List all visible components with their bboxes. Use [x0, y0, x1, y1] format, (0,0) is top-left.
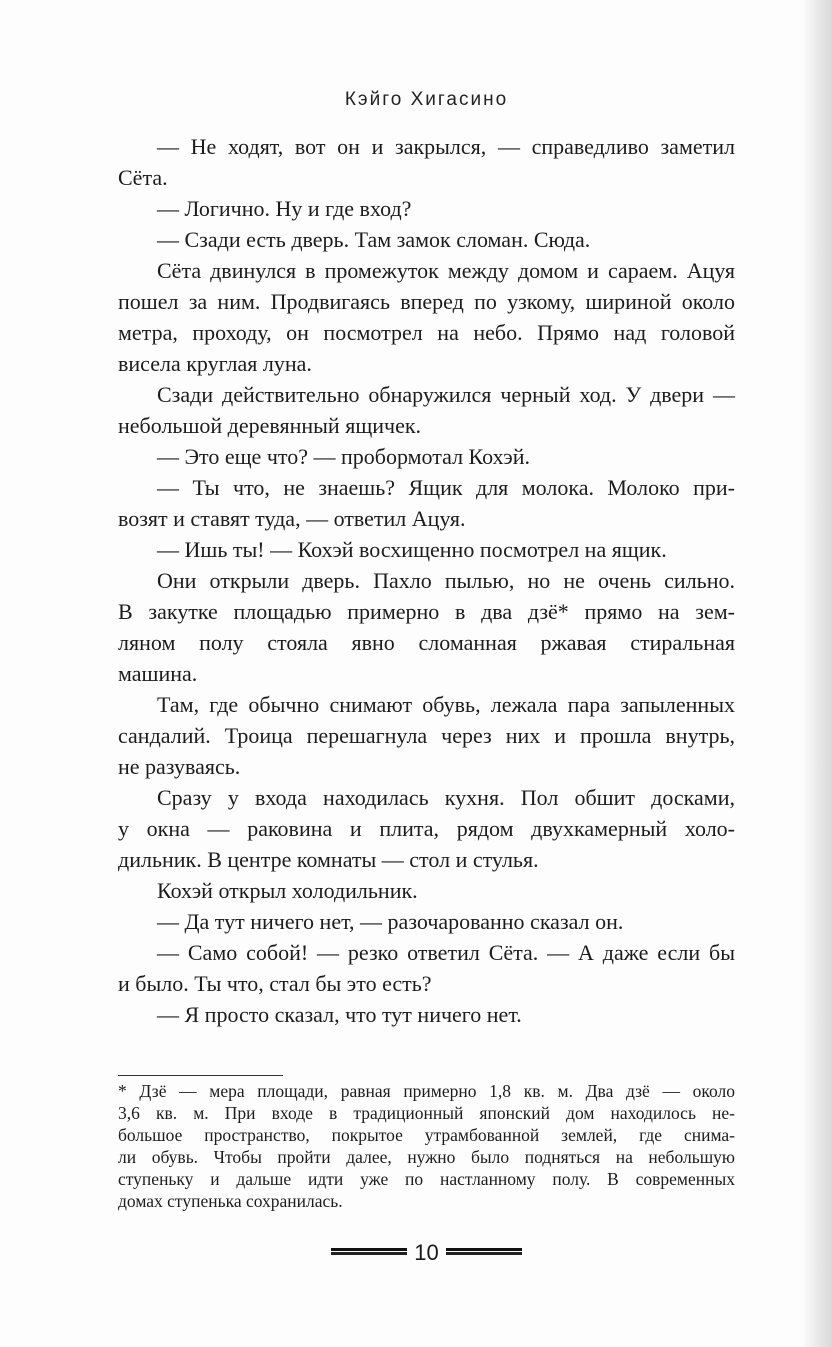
paragraph	[118, 999, 735, 1030]
paragraph	[118, 534, 735, 565]
body-line: метра, проходу, он посмотрел на небо. Прямо над головой	[118, 320, 735, 345]
body-line: Сразу у входа находилась кухня. Пол обшит досками,	[157, 785, 735, 810]
page-number: 10	[414, 1240, 439, 1265]
body-line: Там, где обычно снимают обувь, лежала пара запыленных	[157, 692, 735, 717]
paragraph	[118, 193, 735, 224]
footnote-line: * Дзё — мера площади, равная примерно 1,8 кв. м. Два дзё — около	[118, 1081, 735, 1101]
page-edge-shadow	[802, 0, 832, 1347]
paragraph	[118, 255, 735, 379]
paragraph	[118, 565, 735, 689]
body-line: В закутке площадью примерно в два дзё* прямо на зем-	[118, 599, 735, 624]
running-title: Кэйго Хигасино	[344, 89, 509, 110]
body-line: сандалий. Троица перешагнула через них и прошла внутрь,	[118, 723, 735, 748]
footnote-line: большое пространство, покрытое утрамбованной землей, где снима-	[118, 1125, 735, 1145]
paragraph	[118, 379, 735, 441]
folio-ornament-right	[446, 1248, 522, 1255]
body-line: небольшой деревянный ящичек.	[118, 413, 422, 438]
body-line: — Не ходят, вот он и закрылся, — справедливо заметил	[157, 134, 735, 159]
paragraph	[118, 441, 735, 472]
body-line: — Сзади есть дверь. Там замок сломан. Сюда.	[157, 227, 591, 252]
body-line: — Логично. Ну и где вход?	[157, 196, 412, 221]
footnote-line: 3,6 кв. м. При входе в традиционный японский дом находилось не-	[118, 1103, 735, 1123]
footnote-line: ли обувь. Чтобы пройти далее, нужно было подняться на небольшую	[118, 1147, 735, 1167]
body-line: ляном полу стояла явно сломанная ржавая стиральная	[118, 630, 735, 655]
body-line: — Да тут ничего нет, — разочарованно сказал он.	[157, 909, 624, 934]
body-line: — Ты что, не знаешь? Ящик для молока. Молоко при-	[157, 475, 735, 500]
paragraph	[118, 906, 735, 937]
footnote-line: ступеньку и дальше идти уже по настланному полу. В современных	[118, 1169, 735, 1189]
paragraph	[118, 937, 735, 999]
body-line: — Это еще что? — пробормотал Кохэй.	[157, 444, 531, 469]
body-line: возят и ставят туда, — ответил Ацуя.	[118, 506, 466, 531]
paragraph	[118, 131, 735, 193]
footnote-line: домах ступенька сохранилась.	[118, 1191, 343, 1211]
paragraph	[118, 782, 735, 875]
body-line: Сёта двинулся в промежуток между домом и сараем. Ацуя	[157, 258, 735, 283]
paragraph	[118, 875, 735, 906]
body-line: — Я просто сказал, что тут ничего нет.	[157, 1002, 522, 1027]
paragraph	[118, 224, 735, 255]
footnote-separator	[118, 1075, 283, 1076]
body-line: у окна — раковина и плита, рядом двухкамерный холо-	[118, 816, 735, 841]
footnote	[118, 1080, 735, 1212]
body-line: пошел за ним. Продвигаясь вперед по узкому, шириной около	[118, 289, 735, 314]
paragraph	[118, 472, 735, 534]
body-line: дильник. В центре комнаты — стол и стулья.	[118, 847, 539, 872]
main-text	[118, 131, 735, 1030]
body-line: Сзади действительно обнаружился черный ход. У двери —	[157, 382, 735, 407]
body-line: — Ишь ты! — Кохэй восхищенно посмотрел на ящик.	[157, 537, 667, 562]
body-line: Кохэй открыл холодильник.	[157, 878, 418, 903]
body-line: Сёта.	[118, 165, 168, 190]
body-line: и было. Ты что, стал бы это есть?	[118, 971, 432, 996]
body-line: Они открыли дверь. Пахло пылью, но не очень сильно.	[157, 568, 735, 593]
paragraph	[118, 689, 735, 782]
body-line: не разуваясь.	[118, 754, 241, 779]
body-line: висела круглая луна.	[118, 351, 312, 376]
body-line: — Само собой! — резко ответил Сёта. — А даже если бы	[157, 940, 735, 965]
body-line: машина.	[118, 661, 198, 686]
